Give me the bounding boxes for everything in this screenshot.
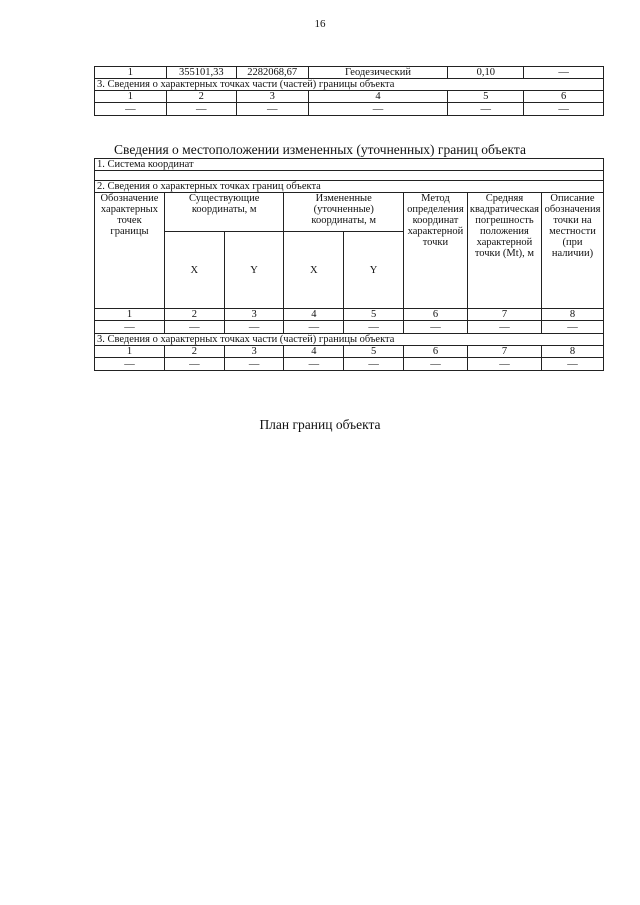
cell: 2282068,67 <box>236 67 308 79</box>
section-row <box>95 334 604 346</box>
cell: — <box>524 67 604 79</box>
dash-cell: — <box>344 321 404 334</box>
dash-cell: — <box>95 358 165 371</box>
col-num: 2 <box>164 309 224 321</box>
col-num: 7 <box>467 346 541 358</box>
section-title: 3. Сведения о характерных точках части (частей) границы объекта <box>95 334 604 346</box>
dash-row <box>95 321 604 334</box>
col-num: 2 <box>166 91 236 103</box>
col-num: 6 <box>403 346 467 358</box>
header-cell: Измененные (уточненные) координаты, м <box>284 193 403 232</box>
header-cell: X <box>164 232 224 309</box>
dash-cell: — <box>95 103 167 116</box>
dash-cell: — <box>403 358 467 371</box>
dash-cell: — <box>166 103 236 116</box>
dash-cell: — <box>164 358 224 371</box>
col-num: 1 <box>95 346 165 358</box>
header-cell: Средняя квадратическая погрешность положения характерной точки (Mt), м <box>467 193 541 309</box>
col-num: 5 <box>344 309 404 321</box>
cell: Геодезический <box>308 67 448 79</box>
header-cell: Обозначение характерных точек границы <box>95 193 165 309</box>
section-row <box>95 159 604 171</box>
section-title: 1. Система координат <box>95 159 604 171</box>
col-num: 3 <box>224 346 284 358</box>
page-number: 16 <box>314 18 326 30</box>
dash-cell: — <box>467 358 541 371</box>
section-title: 3. Сведения о характерных точках части (частей) границы объекта <box>95 79 604 91</box>
dash-cell: — <box>224 358 284 371</box>
cell: 1 <box>95 67 167 79</box>
col-num: 1 <box>95 91 167 103</box>
col-num: 6 <box>524 91 604 103</box>
dash-cell: — <box>95 321 165 334</box>
dash-cell: — <box>467 321 541 334</box>
table-row <box>95 67 604 79</box>
col-num: 4 <box>284 309 344 321</box>
col-num: 4 <box>308 91 448 103</box>
column-numbers-row <box>95 91 604 103</box>
dash-cell: — <box>224 321 284 334</box>
dash-row <box>95 358 604 371</box>
dash-cell: — <box>164 321 224 334</box>
table-continuation <box>94 66 604 116</box>
col-num: 8 <box>541 309 603 321</box>
blank-row <box>95 171 604 181</box>
header-cell: Метод определения координат характерной точки <box>403 193 467 309</box>
header-cell: X <box>284 232 344 309</box>
section-title: 2. Сведения о характерных точках границ объекта <box>95 181 604 193</box>
column-numbers-row <box>95 309 604 321</box>
col-num: 5 <box>448 91 524 103</box>
dash-row <box>95 103 604 116</box>
dash-cell: — <box>524 103 604 116</box>
cell: 0,10 <box>448 67 524 79</box>
col-num: 2 <box>164 346 224 358</box>
col-num: 1 <box>95 309 165 321</box>
column-numbers-row <box>95 346 604 358</box>
col-num: 5 <box>344 346 404 358</box>
section-heading: Сведения о местоположении измененных (уточненных) границ объекта <box>114 142 526 157</box>
dash-cell: — <box>448 103 524 116</box>
col-num: 6 <box>403 309 467 321</box>
header-row <box>95 193 604 232</box>
header-cell: Описание обозначения точки на местности (при наличии) <box>541 193 603 309</box>
cell: 355101,33 <box>166 67 236 79</box>
col-num: 4 <box>284 346 344 358</box>
col-num: 3 <box>224 309 284 321</box>
col-num: 7 <box>467 309 541 321</box>
header-cell: Y <box>344 232 404 309</box>
dash-cell: — <box>541 358 603 371</box>
plan-title: План границ объекта <box>259 417 381 432</box>
table-changed-boundaries <box>94 158 604 371</box>
col-num: 3 <box>236 91 308 103</box>
dash-cell: — <box>541 321 603 334</box>
dash-cell: — <box>236 103 308 116</box>
dash-cell: — <box>344 358 404 371</box>
dash-cell: — <box>284 321 344 334</box>
section-row <box>95 79 604 91</box>
dash-cell: — <box>308 103 448 116</box>
header-cell: Y <box>224 232 284 309</box>
header-cell: Существующие координаты, м <box>164 193 284 232</box>
dash-cell: — <box>403 321 467 334</box>
col-num: 8 <box>541 346 603 358</box>
section-row <box>95 181 604 193</box>
dash-cell: — <box>284 358 344 371</box>
blank-cell <box>95 171 604 181</box>
